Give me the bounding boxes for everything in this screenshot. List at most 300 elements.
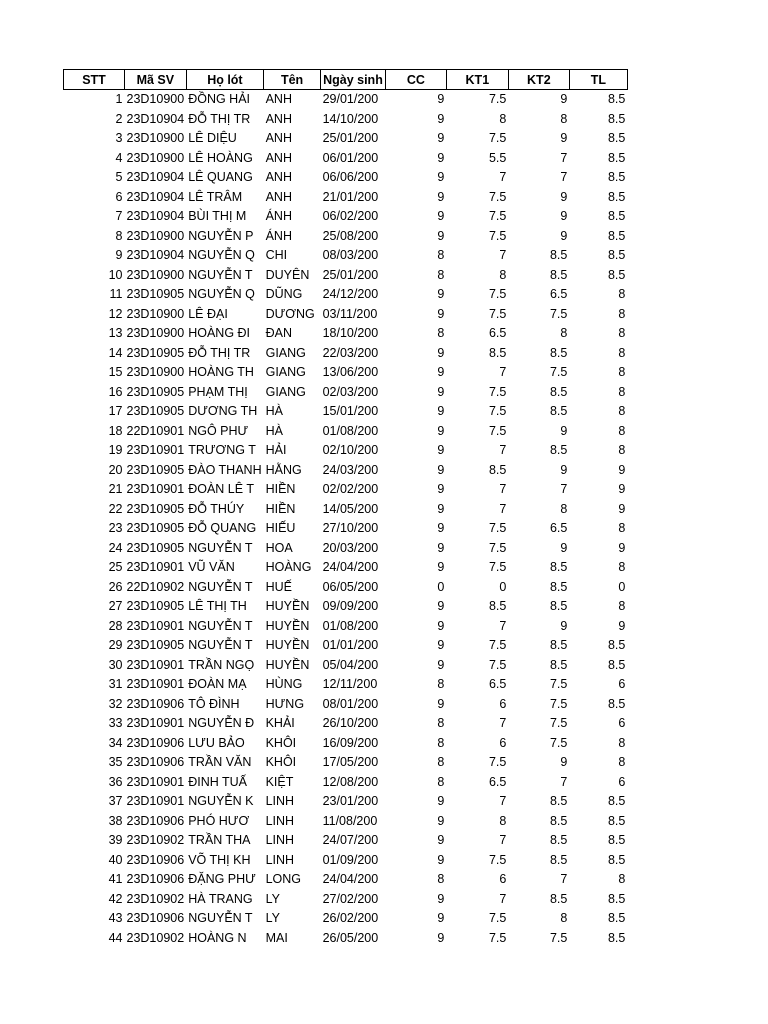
cell-first-name[interactable]: HÀ bbox=[265, 423, 283, 438]
cell-first-name[interactable]: GIANG bbox=[265, 345, 306, 360]
cell-stt[interactable]: 14 bbox=[108, 345, 123, 360]
cell-first-name[interactable]: HUYỀN bbox=[265, 657, 310, 672]
cell-kt2[interactable]: 8.5 bbox=[549, 384, 568, 399]
cell-cc[interactable]: 9 bbox=[437, 423, 445, 438]
cell-stt[interactable]: 30 bbox=[108, 657, 123, 672]
cell-last-middle-name[interactable]: VÕ THỊ KH bbox=[188, 852, 251, 867]
cell-first-name[interactable]: HIỀN bbox=[265, 501, 296, 516]
cell-first-name[interactable]: LY bbox=[265, 891, 280, 906]
cell-last-middle-name[interactable]: HOÀNG N bbox=[188, 930, 247, 945]
cell-student-id[interactable]: 23D10900 bbox=[126, 267, 185, 282]
cell-last-middle-name[interactable]: ĐỖ THỊ TR bbox=[188, 111, 251, 126]
cell-stt[interactable]: 13 bbox=[108, 326, 123, 340]
header-last-middle-name[interactable]: Họ lót bbox=[186, 70, 263, 90]
cell-birth-date[interactable]: 29/01/200 bbox=[322, 92, 379, 106]
cell-kt1[interactable]: 8 bbox=[499, 813, 507, 828]
cell-first-name[interactable]: HUYỀN bbox=[265, 638, 310, 652]
cell-kt1[interactable]: 8 bbox=[499, 267, 507, 282]
cell-last-middle-name[interactable]: HÀ TRANG bbox=[188, 891, 253, 906]
cell-tl[interactable]: 8 bbox=[618, 365, 626, 379]
cell-last-middle-name[interactable]: ĐINH TUẤ bbox=[188, 774, 248, 789]
cell-first-name[interactable]: LINH bbox=[265, 813, 295, 828]
cell-kt1[interactable]: 7.5 bbox=[488, 131, 507, 145]
cell-stt[interactable]: 32 bbox=[108, 696, 123, 711]
cell-last-middle-name[interactable]: NGUYỄN T bbox=[188, 911, 253, 925]
cell-kt1[interactable]: 7 bbox=[499, 248, 507, 262]
cell-birth-date[interactable]: 06/05/200 bbox=[322, 579, 379, 594]
cell-kt1[interactable]: 7 bbox=[499, 443, 507, 457]
cell-stt[interactable]: 15 bbox=[108, 365, 123, 379]
cell-kt2[interactable]: 8.5 bbox=[549, 599, 568, 613]
cell-kt2[interactable]: 8 bbox=[560, 501, 568, 516]
cell-stt[interactable]: 3 bbox=[115, 131, 123, 145]
cell-stt[interactable]: 35 bbox=[108, 755, 123, 769]
cell-birth-date[interactable]: 16/09/200 bbox=[322, 735, 379, 750]
cell-last-middle-name[interactable]: PHẠM THỊ bbox=[188, 384, 248, 399]
cell-cc[interactable]: 8 bbox=[437, 326, 445, 340]
cell-kt2[interactable]: 8.5 bbox=[549, 267, 568, 282]
cell-stt[interactable]: 36 bbox=[108, 774, 123, 789]
cell-last-middle-name[interactable]: TRẦN THA bbox=[188, 833, 251, 847]
header-kt2[interactable]: KT2 bbox=[508, 70, 569, 90]
cell-stt[interactable]: 6 bbox=[115, 189, 123, 204]
cell-last-middle-name[interactable]: HOÀNG ĐI bbox=[188, 326, 251, 340]
cell-last-middle-name[interactable]: NGUYỄN T bbox=[188, 540, 253, 555]
cell-kt1[interactable]: 0 bbox=[499, 579, 507, 594]
cell-cc[interactable]: 9 bbox=[437, 638, 445, 652]
cell-tl[interactable]: 8 bbox=[618, 287, 626, 301]
cell-first-name[interactable]: ÁNH bbox=[265, 228, 292, 243]
cell-first-name[interactable]: HƯNG bbox=[265, 696, 305, 711]
cell-tl[interactable]: 8.5 bbox=[607, 696, 626, 711]
cell-first-name[interactable]: HÀ bbox=[265, 404, 283, 418]
cell-birth-date[interactable]: 09/09/200 bbox=[322, 599, 379, 613]
cell-kt1[interactable]: 6 bbox=[499, 872, 507, 886]
cell-first-name[interactable]: KHẢI bbox=[265, 716, 295, 730]
cell-last-middle-name[interactable]: ĐỖ THỊ TR bbox=[188, 345, 251, 360]
cell-last-middle-name[interactable]: NGÔ PHƯ bbox=[188, 423, 249, 438]
cell-cc[interactable]: 9 bbox=[437, 345, 445, 360]
cell-kt1[interactable]: 8.5 bbox=[488, 462, 507, 477]
cell-birth-date[interactable]: 02/03/200 bbox=[322, 384, 379, 399]
cell-cc[interactable]: 9 bbox=[437, 657, 445, 672]
cell-cc[interactable]: 9 bbox=[437, 287, 445, 301]
cell-tl[interactable]: 6 bbox=[618, 774, 626, 789]
cell-stt[interactable]: 25 bbox=[108, 560, 123, 574]
cell-cc[interactable]: 8 bbox=[437, 677, 445, 691]
cell-kt2[interactable]: 8.5 bbox=[549, 248, 568, 262]
cell-student-id[interactable]: 23D10902 bbox=[126, 930, 185, 945]
cell-stt[interactable]: 18 bbox=[108, 423, 123, 438]
cell-cc[interactable]: 9 bbox=[437, 209, 445, 223]
cell-stt[interactable]: 7 bbox=[115, 209, 123, 223]
cell-stt[interactable]: 20 bbox=[108, 462, 123, 477]
header-tl[interactable]: TL bbox=[569, 70, 627, 90]
cell-stt[interactable]: 22 bbox=[108, 501, 123, 516]
header-kt1[interactable]: KT1 bbox=[446, 70, 508, 90]
cell-first-name[interactable]: KIỆT bbox=[265, 774, 294, 789]
cell-stt[interactable]: 42 bbox=[108, 891, 123, 906]
cell-cc[interactable]: 9 bbox=[437, 599, 445, 613]
cell-student-id[interactable]: 23D10900 bbox=[126, 306, 185, 321]
cell-kt2[interactable]: 7.5 bbox=[549, 306, 568, 321]
cell-kt1[interactable]: 7 bbox=[499, 794, 507, 808]
cell-student-id[interactable]: 23D10900 bbox=[126, 326, 185, 340]
cell-birth-date[interactable]: 26/05/200 bbox=[322, 930, 379, 945]
cell-tl[interactable]: 8.5 bbox=[607, 833, 626, 847]
cell-kt1[interactable]: 8 bbox=[499, 111, 507, 126]
cell-last-middle-name[interactable]: NGUYỄN P bbox=[188, 228, 254, 243]
cell-first-name[interactable]: HIẾU bbox=[265, 521, 296, 535]
cell-tl[interactable]: 6 bbox=[618, 677, 626, 691]
cell-first-name[interactable]: LINH bbox=[265, 852, 295, 867]
cell-last-middle-name[interactable]: ĐỒNG HẢI bbox=[188, 92, 251, 106]
cell-cc[interactable]: 8 bbox=[437, 774, 445, 789]
cell-student-id[interactable]: 23D10904 bbox=[126, 189, 185, 204]
cell-cc[interactable]: 9 bbox=[437, 443, 445, 457]
cell-stt[interactable]: 31 bbox=[108, 677, 123, 691]
cell-cc[interactable]: 9 bbox=[437, 150, 445, 165]
cell-cc[interactable]: 9 bbox=[437, 794, 445, 808]
cell-last-middle-name[interactable]: ĐỖ QUANG bbox=[188, 521, 257, 535]
cell-student-id[interactable]: 23D10901 bbox=[126, 677, 185, 691]
cell-last-middle-name[interactable]: BÙI THỊ M bbox=[188, 209, 247, 223]
cell-cc[interactable]: 8 bbox=[437, 267, 445, 282]
cell-kt2[interactable]: 7.5 bbox=[549, 716, 568, 730]
cell-birth-date[interactable]: 08/03/200 bbox=[322, 248, 379, 262]
cell-first-name[interactable]: GIANG bbox=[265, 384, 306, 399]
cell-cc[interactable]: 9 bbox=[437, 189, 445, 204]
cell-tl[interactable]: 8 bbox=[618, 345, 626, 360]
cell-kt2[interactable]: 6.5 bbox=[549, 521, 568, 535]
cell-last-middle-name[interactable]: NGUYỄN T bbox=[188, 267, 253, 282]
cell-last-middle-name[interactable]: LÊ QUANG bbox=[188, 170, 253, 184]
cell-stt[interactable]: 28 bbox=[108, 618, 123, 633]
cell-birth-date[interactable]: 26/10/200 bbox=[322, 716, 379, 730]
cell-student-id[interactable]: 23D10901 bbox=[126, 774, 185, 789]
cell-last-middle-name[interactable]: NGUYỄN T bbox=[188, 579, 253, 594]
cell-birth-date[interactable]: 14/10/200 bbox=[322, 111, 379, 126]
cell-first-name[interactable]: KHÔI bbox=[265, 735, 297, 750]
cell-birth-date[interactable]: 01/01/200 bbox=[322, 638, 379, 652]
cell-kt2[interactable]: 9 bbox=[560, 618, 568, 633]
cell-student-id[interactable]: 23D10900 bbox=[126, 365, 185, 379]
cell-tl[interactable]: 8 bbox=[618, 404, 626, 418]
cell-tl[interactable]: 8.5 bbox=[607, 638, 626, 652]
cell-kt1[interactable]: 7 bbox=[499, 618, 507, 633]
cell-kt2[interactable]: 9 bbox=[560, 755, 568, 769]
cell-tl[interactable]: 8.5 bbox=[607, 813, 626, 828]
cell-kt2[interactable]: 7.5 bbox=[549, 365, 568, 379]
cell-kt1[interactable]: 7.5 bbox=[488, 306, 507, 321]
cell-birth-date[interactable]: 23/01/200 bbox=[322, 794, 379, 808]
cell-student-id[interactable]: 23D10906 bbox=[126, 813, 185, 828]
cell-kt1[interactable]: 7.5 bbox=[488, 228, 507, 243]
cell-last-middle-name[interactable]: PHÓ HƯƠ bbox=[188, 813, 250, 828]
cell-student-id[interactable]: 23D10906 bbox=[126, 852, 185, 867]
cell-kt1[interactable]: 7.5 bbox=[488, 384, 507, 399]
cell-student-id[interactable]: 23D10904 bbox=[126, 209, 185, 223]
cell-cc[interactable]: 9 bbox=[437, 462, 445, 477]
cell-last-middle-name[interactable]: NGUYỄN Q bbox=[188, 248, 255, 262]
cell-stt[interactable]: 21 bbox=[108, 482, 123, 496]
cell-last-middle-name[interactable]: LÊ HOÀNG bbox=[188, 150, 253, 165]
cell-first-name[interactable]: LINH bbox=[265, 794, 295, 808]
cell-kt2[interactable]: 7 bbox=[560, 150, 568, 165]
cell-tl[interactable]: 8 bbox=[618, 326, 626, 340]
cell-tl[interactable]: 9 bbox=[618, 501, 626, 516]
cell-tl[interactable]: 8.5 bbox=[607, 131, 626, 145]
cell-student-id[interactable]: 23D10906 bbox=[126, 696, 185, 711]
cell-student-id[interactable]: 23D10901 bbox=[126, 482, 185, 496]
cell-tl[interactable]: 9 bbox=[618, 462, 626, 477]
cell-tl[interactable]: 8.5 bbox=[607, 657, 626, 672]
cell-tl[interactable]: 8.5 bbox=[607, 150, 626, 165]
cell-stt[interactable]: 24 bbox=[108, 540, 123, 555]
cell-kt1[interactable]: 7 bbox=[499, 501, 507, 516]
cell-kt1[interactable]: 7.5 bbox=[488, 911, 507, 925]
cell-student-id[interactable]: 23D10905 bbox=[126, 521, 185, 535]
cell-tl[interactable]: 8.5 bbox=[607, 852, 626, 867]
cell-tl[interactable]: 8.5 bbox=[607, 794, 626, 808]
cell-kt2[interactable]: 8.5 bbox=[549, 833, 568, 847]
cell-student-id[interactable]: 22D10901 bbox=[126, 423, 185, 438]
cell-birth-date[interactable]: 13/06/200 bbox=[322, 365, 379, 379]
cell-first-name[interactable]: HÙNG bbox=[265, 677, 303, 691]
cell-kt1[interactable]: 5.5 bbox=[488, 150, 507, 165]
cell-student-id[interactable]: 23D10906 bbox=[126, 872, 185, 886]
cell-tl[interactable]: 8.5 bbox=[607, 248, 626, 262]
cell-kt1[interactable]: 7.5 bbox=[488, 930, 507, 945]
cell-stt[interactable]: 41 bbox=[108, 872, 123, 886]
cell-kt2[interactable]: 8 bbox=[560, 111, 568, 126]
cell-first-name[interactable]: LY bbox=[265, 911, 280, 925]
cell-student-id[interactable]: 23D10905 bbox=[126, 384, 185, 399]
cell-kt1[interactable]: 7 bbox=[499, 482, 507, 496]
cell-last-middle-name[interactable]: NGUYỄN T bbox=[188, 638, 253, 652]
cell-kt1[interactable]: 7.5 bbox=[488, 209, 507, 223]
cell-first-name[interactable]: ANH bbox=[265, 131, 292, 145]
cell-kt1[interactable]: 7.5 bbox=[488, 540, 507, 555]
cell-last-middle-name[interactable]: TRẦN NGỌ bbox=[188, 657, 255, 672]
cell-stt[interactable]: 2 bbox=[115, 111, 123, 126]
cell-cc[interactable]: 9 bbox=[437, 365, 445, 379]
cell-cc[interactable]: 9 bbox=[437, 92, 445, 106]
cell-kt2[interactable]: 7 bbox=[560, 872, 568, 886]
cell-tl[interactable]: 8.5 bbox=[607, 170, 626, 184]
cell-student-id[interactable]: 23D10904 bbox=[126, 248, 185, 262]
cell-tl[interactable]: 8.5 bbox=[607, 209, 626, 223]
cell-cc[interactable]: 9 bbox=[437, 384, 445, 399]
cell-stt[interactable]: 43 bbox=[108, 911, 123, 925]
cell-kt1[interactable]: 7 bbox=[499, 365, 507, 379]
cell-student-id[interactable]: 23D10905 bbox=[126, 540, 185, 555]
cell-birth-date[interactable]: 24/04/200 bbox=[322, 872, 379, 886]
cell-kt2[interactable]: 9 bbox=[560, 189, 568, 204]
cell-kt2[interactable]: 7 bbox=[560, 170, 568, 184]
cell-birth-date[interactable]: 06/01/200 bbox=[322, 150, 379, 165]
cell-student-id[interactable]: 23D10905 bbox=[126, 599, 185, 613]
cell-birth-date[interactable]: 02/10/200 bbox=[322, 443, 379, 457]
cell-kt2[interactable]: 8.5 bbox=[549, 345, 568, 360]
cell-kt2[interactable]: 9 bbox=[560, 423, 568, 438]
cell-kt1[interactable]: 6.5 bbox=[488, 677, 507, 691]
cell-birth-date[interactable]: 27/02/200 bbox=[322, 891, 379, 906]
cell-kt1[interactable]: 7.5 bbox=[488, 521, 507, 535]
cell-kt2[interactable]: 8.5 bbox=[549, 794, 568, 808]
cell-cc[interactable]: 8 bbox=[437, 755, 445, 769]
cell-first-name[interactable]: HOA bbox=[265, 540, 293, 555]
cell-first-name[interactable]: HẰNG bbox=[265, 462, 302, 477]
cell-stt[interactable]: 38 bbox=[108, 813, 123, 828]
cell-kt1[interactable]: 6 bbox=[499, 696, 507, 711]
cell-first-name[interactable]: ĐAN bbox=[265, 326, 292, 340]
header-birth-date[interactable]: Ngày sinh bbox=[321, 70, 386, 90]
cell-kt1[interactable]: 7 bbox=[499, 833, 507, 847]
cell-last-middle-name[interactable]: NGUYỄN T bbox=[188, 618, 253, 633]
cell-student-id[interactable]: 23D10901 bbox=[126, 794, 185, 808]
cell-stt[interactable]: 34 bbox=[108, 735, 123, 750]
cell-kt2[interactable]: 9 bbox=[560, 228, 568, 243]
cell-stt[interactable]: 17 bbox=[108, 404, 123, 418]
cell-tl[interactable]: 9 bbox=[618, 482, 626, 496]
cell-last-middle-name[interactable]: TRẦN VĂN bbox=[188, 755, 252, 769]
cell-student-id[interactable]: 23D10905 bbox=[126, 287, 185, 301]
cell-cc[interactable]: 9 bbox=[437, 521, 445, 535]
cell-kt1[interactable]: 7.5 bbox=[488, 638, 507, 652]
cell-cc[interactable]: 9 bbox=[437, 813, 445, 828]
cell-cc[interactable]: 9 bbox=[437, 911, 445, 925]
cell-birth-date[interactable]: 21/01/200 bbox=[322, 189, 379, 204]
cell-student-id[interactable]: 23D10901 bbox=[126, 716, 185, 730]
cell-stt[interactable]: 44 bbox=[108, 930, 123, 945]
cell-kt1[interactable]: 7.5 bbox=[488, 657, 507, 672]
cell-stt[interactable]: 29 bbox=[108, 638, 123, 652]
cell-last-middle-name[interactable]: LƯU BẢO bbox=[188, 735, 245, 750]
cell-tl[interactable]: 8.5 bbox=[607, 92, 626, 106]
cell-cc[interactable]: 9 bbox=[437, 833, 445, 847]
cell-first-name[interactable]: ANH bbox=[265, 189, 292, 204]
cell-cc[interactable]: 9 bbox=[437, 501, 445, 516]
cell-student-id[interactable]: 23D10905 bbox=[126, 345, 185, 360]
cell-student-id[interactable]: 23D10901 bbox=[126, 560, 185, 574]
cell-kt2[interactable]: 9 bbox=[560, 540, 568, 555]
cell-kt2[interactable]: 7 bbox=[560, 482, 568, 496]
cell-student-id[interactable]: 23D10906 bbox=[126, 755, 185, 769]
cell-kt2[interactable]: 8 bbox=[560, 326, 568, 340]
cell-student-id[interactable]: 23D10901 bbox=[126, 443, 185, 457]
cell-tl[interactable]: 8.5 bbox=[607, 228, 626, 243]
cell-tl[interactable]: 8 bbox=[618, 755, 626, 769]
cell-birth-date[interactable]: 25/08/200 bbox=[322, 228, 379, 243]
cell-first-name[interactable]: HUẾ bbox=[265, 579, 292, 594]
cell-last-middle-name[interactable]: ĐẶNG PHƯ bbox=[188, 872, 256, 886]
cell-stt[interactable]: 5 bbox=[115, 170, 123, 184]
cell-student-id[interactable]: 23D10900 bbox=[126, 228, 185, 243]
cell-stt[interactable]: 23 bbox=[108, 521, 123, 535]
cell-student-id[interactable]: 23D10901 bbox=[126, 618, 185, 633]
cell-tl[interactable]: 9 bbox=[618, 618, 626, 633]
cell-cc[interactable]: 9 bbox=[437, 852, 445, 867]
cell-student-id[interactable]: 23D10902 bbox=[126, 833, 185, 847]
cell-stt[interactable]: 4 bbox=[115, 150, 123, 165]
cell-cc[interactable]: 9 bbox=[437, 696, 445, 711]
cell-tl[interactable]: 8 bbox=[618, 560, 626, 574]
cell-student-id[interactable]: 23D10906 bbox=[126, 911, 185, 925]
cell-birth-date[interactable]: 25/01/200 bbox=[322, 131, 379, 145]
cell-kt2[interactable]: 8.5 bbox=[549, 579, 568, 594]
cell-last-middle-name[interactable]: LÊ DIỆU bbox=[188, 131, 237, 145]
cell-cc[interactable]: 9 bbox=[437, 228, 445, 243]
cell-first-name[interactable]: ANH bbox=[265, 150, 292, 165]
cell-student-id[interactable]: 23D10904 bbox=[126, 111, 185, 126]
cell-last-middle-name[interactable]: ĐỖ THÚY bbox=[188, 501, 245, 516]
cell-last-middle-name[interactable]: TRƯƠNG T bbox=[188, 443, 256, 457]
cell-first-name[interactable]: ANH bbox=[265, 92, 292, 106]
cell-last-middle-name[interactable]: HOÀNG TH bbox=[188, 365, 254, 379]
cell-first-name[interactable]: HUYỀN bbox=[265, 599, 310, 613]
cell-stt[interactable]: 19 bbox=[108, 443, 123, 457]
cell-kt1[interactable]: 7 bbox=[499, 170, 507, 184]
cell-kt2[interactable]: 8.5 bbox=[549, 657, 568, 672]
cell-tl[interactable]: 8 bbox=[618, 599, 626, 613]
cell-student-id[interactable]: 23D10901 bbox=[126, 657, 185, 672]
cell-tl[interactable]: 8 bbox=[618, 735, 626, 750]
cell-birth-date[interactable]: 15/01/200 bbox=[322, 404, 379, 418]
cell-last-middle-name[interactable]: TÔ ĐÌNH bbox=[188, 696, 240, 711]
cell-last-middle-name[interactable]: NGUYỄN Đ bbox=[188, 716, 255, 730]
cell-kt1[interactable]: 7.5 bbox=[488, 852, 507, 867]
cell-kt1[interactable]: 8.5 bbox=[488, 345, 507, 360]
cell-student-id[interactable]: 23D10905 bbox=[126, 501, 185, 516]
cell-first-name[interactable]: LONG bbox=[265, 872, 302, 886]
cell-tl[interactable]: 8.5 bbox=[607, 189, 626, 204]
cell-kt1[interactable]: 7.5 bbox=[488, 755, 507, 769]
cell-last-middle-name[interactable]: NGUYỄN Q bbox=[188, 287, 255, 301]
cell-first-name[interactable]: HIỀN bbox=[265, 482, 296, 496]
cell-cc[interactable]: 8 bbox=[437, 248, 445, 262]
cell-kt2[interactable]: 7 bbox=[560, 774, 568, 789]
cell-first-name[interactable]: HOÀNG bbox=[265, 560, 312, 574]
cell-first-name[interactable]: ANH bbox=[265, 111, 292, 126]
cell-tl[interactable]: 8.5 bbox=[607, 267, 626, 282]
cell-birth-date[interactable]: 22/03/200 bbox=[322, 345, 379, 360]
cell-birth-date[interactable]: 25/01/200 bbox=[322, 267, 379, 282]
cell-tl[interactable]: 8 bbox=[618, 443, 626, 457]
header-student-id[interactable]: Mã SV bbox=[125, 70, 187, 90]
cell-stt[interactable]: 1 bbox=[115, 92, 123, 106]
cell-last-middle-name[interactable]: ĐÀO THANH bbox=[188, 462, 262, 477]
cell-last-middle-name[interactable]: NGUYỄN K bbox=[188, 794, 254, 808]
cell-tl[interactable]: 8 bbox=[618, 521, 626, 535]
cell-kt2[interactable]: 8.5 bbox=[549, 404, 568, 418]
cell-cc[interactable]: 9 bbox=[437, 930, 445, 945]
cell-tl[interactable]: 8.5 bbox=[607, 911, 626, 925]
cell-kt1[interactable]: 7.5 bbox=[488, 189, 507, 204]
cell-kt2[interactable]: 9 bbox=[560, 209, 568, 223]
cell-cc[interactable]: 9 bbox=[437, 560, 445, 574]
cell-first-name[interactable]: KHÔI bbox=[265, 755, 297, 769]
cell-student-id[interactable]: 23D10905 bbox=[126, 638, 185, 652]
cell-last-middle-name[interactable]: DƯƠNG TH bbox=[188, 404, 258, 418]
cell-kt2[interactable]: 7.5 bbox=[549, 735, 568, 750]
cell-kt2[interactable]: 7.5 bbox=[549, 696, 568, 711]
cell-stt[interactable]: 37 bbox=[108, 794, 123, 808]
cell-last-middle-name[interactable]: VŨ VĂN bbox=[188, 560, 235, 574]
cell-kt1[interactable]: 6.5 bbox=[488, 774, 507, 789]
cell-cc[interactable]: 9 bbox=[437, 170, 445, 184]
cell-stt[interactable]: 10 bbox=[108, 267, 123, 282]
